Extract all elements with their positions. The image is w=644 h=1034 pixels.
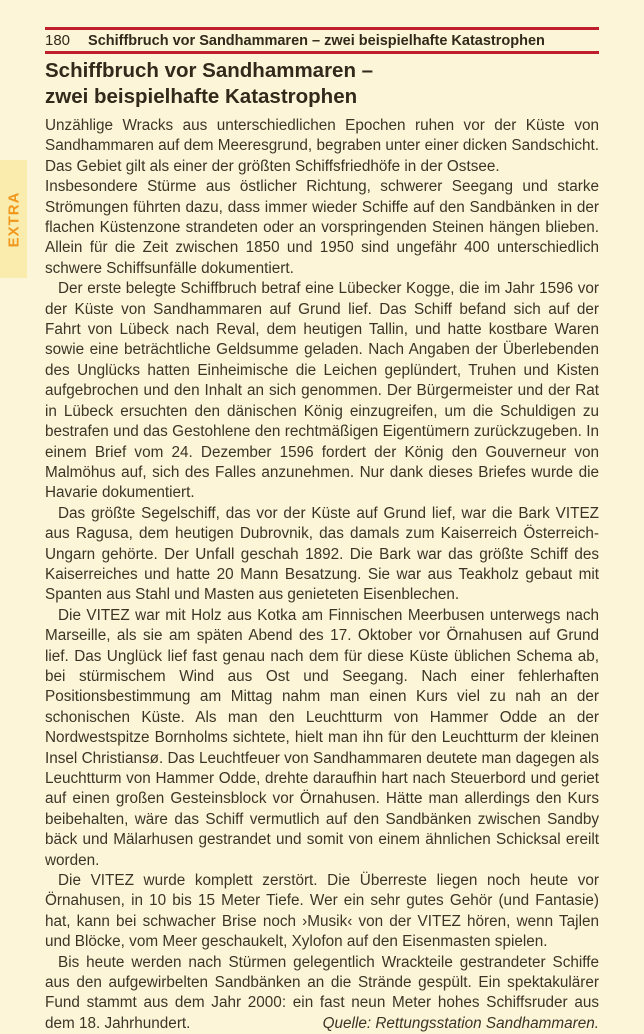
paragraph-vitez-wreck: Die VITEZ wurde komplett zerstört. Die Überreste liegen noch heute vor Örnahusen, in 10 bis 15 Meter Tiefe. Wer ein sehr gutes Gehör (und Fantasie) hat, kann bei schwacher Brise noch ›Musik‹ von der VITEZ hören, wenn Tajlen und Blöcke, vom Meer geschaukelt, Xylofon auf den Eisenmasten spielen. bbox=[45, 872, 599, 951]
article-title-line-2: zwei beispielhafte Katastrophen bbox=[45, 84, 358, 108]
header-rule-top bbox=[45, 27, 599, 30]
article-title bbox=[45, 58, 599, 109]
page-number: 180 bbox=[45, 32, 71, 49]
paragraph-intro: Unzählige Wracks aus unterschiedlichen Epochen ruhen vor der Küste von Sandhammaren auf dem Meeresgrund, begraben unter einer dicken Sandschicht. Das Gebiet gilt als einer der größten Schiffsfriedhöfe in der Ostsee. bbox=[45, 117, 599, 175]
paragraph-closing bbox=[45, 953, 599, 1034]
extra-tab bbox=[0, 160, 27, 278]
paragraph-bark-vitez: Das größte Segelschiff, das vor der Küste auf Grund lief, war die Bark VITEZ aus Ragusa, dem heutigen Dubrovnik, das damals zum Kaiserreich Österreich-Ungarn gehörte. Der Unfall geschah 1892. Die Bark war das größte Schiff des Kaiserreiches und hatte 20 Mann Besatzung. Sie war aus Teakholz gebaut mit Spanten aus Stahl und Masten aus genieteten Eisenblechen. bbox=[45, 504, 599, 604]
running-header bbox=[45, 32, 599, 49]
paragraph-kogge: Der erste belegte Schiffbruch betraf eine Lübecker Kogge, die im Jahr 1596 vor der Küste von Sandhammaren auf Grund lief. Das Schiff befand sich auf der Fahrt von Lübeck nach Reval, dem heutigen Tallin, und hatte kostbare Waren sowie eine beträchtliche Geldsumme geladen. Nach Angaben der Überlebenden des Unglücks hatten Einheimische die Leichen geplündert, Truhen und Kisten aufgebrochen und den Inhalt an sich genommen. Der Bürgermeister und der Rat in Lübeck ersuchten den dänischen König einzugreifen, um die Schuldigen zu bestrafen und das Gestohlene den rechtmäßigen Eigentümern zurückzugeben. In einem Brief vom 24. Dezember 1596 fordert der König den Gouverneur von Malmöhus auf, sich des Falles anzunehmen. Nur dank dieses Briefes wurde die Havarie dokumentiert. bbox=[45, 280, 599, 502]
paragraph-storms: Insbesondere Stürme aus östlicher Richtung, schwerer Seegang und starke Strömungen führten dazu, dass immer wieder Schiffe auf den Sandbänken in der flachen Küstenzone strandeten oder an vorspringenden Steinen hängen blieben. Allein für die Zeit zwischen 1850 und 1950 sind ungefähr 400 unterschiedlich schwere Schiffsunfälle dokumentiert. bbox=[45, 178, 599, 277]
header-rule-bottom bbox=[45, 51, 599, 54]
extra-tab-label: EXTRA bbox=[5, 191, 22, 247]
article-body bbox=[45, 58, 599, 1034]
paragraph-closing-text: Bis heute werden nach Stürmen gelegentlich Wrackteile gestrandeter Schiffe aus den aufgewirbelten Sandbänken an die Strände gespült. Ein spektakulärer Fund stammt aus dem Jahr 2000: ein fast neun Meter hohes Schiffsruder aus dem 18. Jahrhundert. bbox=[45, 953, 599, 1032]
article-title-line-1: Schiffbruch vor Sandhammaren – bbox=[45, 59, 374, 82]
running-header-title: Schiffbruch vor Sandhammaren – zwei beispielhafte Katastrophen bbox=[88, 33, 545, 49]
paragraph-vitez-voyage: Die VITEZ war mit Holz aus Kotka am Finnischen Meerbusen unterwegs nach Marseille, als sie am späten Abend des 17. Oktober vor Örnahusen auf Grund lief. Das Unglück lief fast genau nach dem für diese Küste üblichen Schema ab, bei stürmischem Wind aus Ost und Seegang. Nach einer fehlerhaften Positionsbestimmung am Mittag nahm man einen Kurs viel zu nah an der schonischen Küste. Als man den Leuchtturm von Hammer Odde an der Nordwestspitze Bornholms sichtete, hielt man ihn für den Leuchtturm der kleinen Insel Christiansø. Das Leuchtfeuer von Sandhammaren deutete man dagegen als Leuchtturm von Hammer Odde, drehte daraufhin hart nach Steuerbord und geriet auf einen großen Gesteinsblock vor Örnahusen. Hätte man allerdings den Kurs beibehalten, wäre das Schiff vermutlich auf den Sandbänken zwischen Sandby bäck und Mälarhusen gestrandet und somit von einem ähnlichen Schicksal ereilt worden. bbox=[45, 606, 599, 869]
source-credit: Quelle: Rettungsstation Sandhammaren. bbox=[322, 1014, 599, 1032]
